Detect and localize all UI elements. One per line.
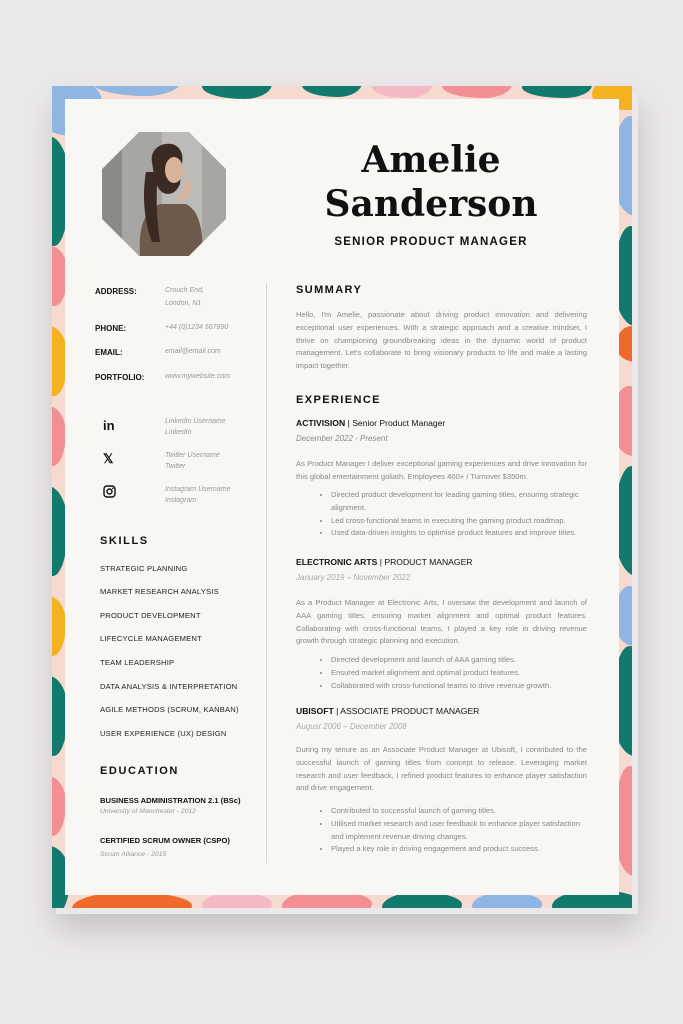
job-role: Senior Product Manager <box>352 418 446 428</box>
education-subtitle: University of Manchester - 2012 <box>100 808 196 815</box>
linkedin-icon[interactable]: in <box>103 418 115 433</box>
profile-photo <box>102 132 226 256</box>
contact-value-email: email@email.com <box>165 348 221 355</box>
job-bullet: • Utilised market research and user feedback to enhance player satisfaction and implement revenue driving changes. <box>331 818 587 844</box>
job-date: January 2019 – November 2022 <box>296 573 411 582</box>
summary-text: Hello, I'm Amelie, passionate about driving product innovation and delivering exceptional user experiences. With a strategic approach and a creative mindset, I thrive on championing groundbreaking ideas in the dynamic world of product management. Let's collaborate to bring visionary products to life and make a lasting impact together. <box>296 310 587 371</box>
skill-item: MARKET RESEARCH ANALYSIS <box>100 587 219 596</box>
job-description: During my tenure as an Associate Product Manager at Ubisoft, I contributed to the successful launch of gaming titles from concept to release. Leveraging market research and user feedback, I refined product features to enhance player satisfaction and drive engagement. <box>296 745 587 793</box>
job-title: SENIOR PRODUCT MANAGER <box>334 236 528 248</box>
twitter-label: Twitter <box>165 463 186 470</box>
contact-label-portfolio: PORTFOLIO: <box>95 373 145 382</box>
job-bullet: • Used data-driven insights to optimise product features and improve titles. <box>331 527 587 540</box>
job-company: ELECTRONIC ARTS <box>296 557 378 567</box>
job-company: UBISOFT <box>296 706 334 716</box>
experience-heading: EXPERIENCE <box>296 394 381 406</box>
job-bullet: • Played a key role in driving engagement and product success. <box>331 843 587 856</box>
job-role: PRODUCT MANAGER <box>384 557 473 567</box>
contact-value-address-line1: Crouch End, <box>165 287 204 294</box>
contact-value-phone: +44 (0)1234 567890 <box>165 324 229 331</box>
education-subtitle: Scrum Alliance - 2015 <box>100 851 167 858</box>
contact-label-address: ADDRESS: <box>95 287 137 296</box>
job-bullets <box>296 489 587 540</box>
job-bullet: • Directed development and launch of AAA gaming titles. <box>331 654 587 667</box>
job-bullet: • Collaborated with cross-functional teams to drive revenue growth. <box>331 680 587 693</box>
x-twitter-icon[interactable]: 𝕏 <box>103 451 114 466</box>
job-heading-electronic-arts <box>296 557 473 567</box>
job-bullets <box>296 805 587 856</box>
contact-label-phone: PHONE: <box>95 324 127 333</box>
skill-item: TEAM LEADERSHIP <box>100 658 175 667</box>
linkedin-label: LinkedIn <box>165 429 192 436</box>
job-bullet: • Ensured market alignment and optimal product features. <box>331 667 587 680</box>
job-bullet: • Contributed to successful launch of gaming titles. <box>331 805 587 818</box>
instagram-label: Instagram <box>165 497 197 504</box>
education-title: CERTIFIED SCRUM OWNER (CSPO) <box>100 836 230 845</box>
skill-item: PRODUCT DEVELOPMENT <box>100 611 201 620</box>
contact-label-email: EMAIL: <box>95 348 123 357</box>
job-separator: | <box>377 557 385 567</box>
skills-heading: SKILLS <box>100 535 149 547</box>
job-heading-ubisoft <box>296 706 479 716</box>
job-bullet: • Led cross-functional teams in executing the gaming product roadmap. <box>331 515 587 528</box>
job-description: As a Product Manager at Electronic Arts, I oversaw the development and launch of AAA gaming titles, ensuring market alignment and optimal product features. Collaborating with cross-functional teams, I played a key role in driving revenue growth through strategic planning and execution. <box>296 598 587 646</box>
contact-value-address-line2: London, N1 <box>165 300 202 307</box>
job-separator: | <box>333 706 341 716</box>
contact-value-portfolio: www.mywebsite.com <box>165 373 230 380</box>
skill-item: USER EXPERIENCE (UX) DESIGN <box>100 729 227 738</box>
skill-item: LIFECYCLE MANAGEMENT <box>100 634 202 643</box>
name-last: Sanderson <box>324 183 538 225</box>
job-separator: | <box>345 418 353 428</box>
education-heading: EDUCATION <box>100 765 179 777</box>
education-title: BUSINESS ADMINISTRATION 2.1 (BSc) <box>100 796 241 805</box>
instagram-icon[interactable] <box>103 485 117 499</box>
twitter-username[interactable]: Twitter Username <box>165 452 220 459</box>
skill-item: DATA ANALYSIS & INTERPRETATION <box>100 682 238 691</box>
job-date: December 2022 - Present <box>296 434 388 443</box>
skill-item: STRATEGIC PLANNING <box>100 564 188 573</box>
job-date: August 2006 – December 2008 <box>296 722 407 731</box>
job-bullet: • Directed product development for leading gaming titles, ensuring strategic alignment. <box>331 489 587 515</box>
job-company: ACTIVISION <box>296 418 346 428</box>
summary-heading: SUMMARY <box>296 284 363 296</box>
instagram-username[interactable]: Instagram Username <box>165 486 231 493</box>
job-bullets <box>296 654 587 692</box>
job-description: As Product Manager I deliver exceptional gaming experiences and drive innovation for this global entertainment goliath. Employees 400+ / Turnover $350m. <box>296 459 587 481</box>
linkedin-username[interactable]: LinkedIn Username <box>165 418 226 425</box>
name-first: Amelie <box>361 139 501 181</box>
job-heading-activision <box>296 418 445 428</box>
column-divider <box>266 283 267 863</box>
job-role: ASSOCIATE PRODUCT MANAGER <box>340 706 480 716</box>
skill-item: AGILE METHODS (SCRUM, KANBAN) <box>100 705 239 714</box>
